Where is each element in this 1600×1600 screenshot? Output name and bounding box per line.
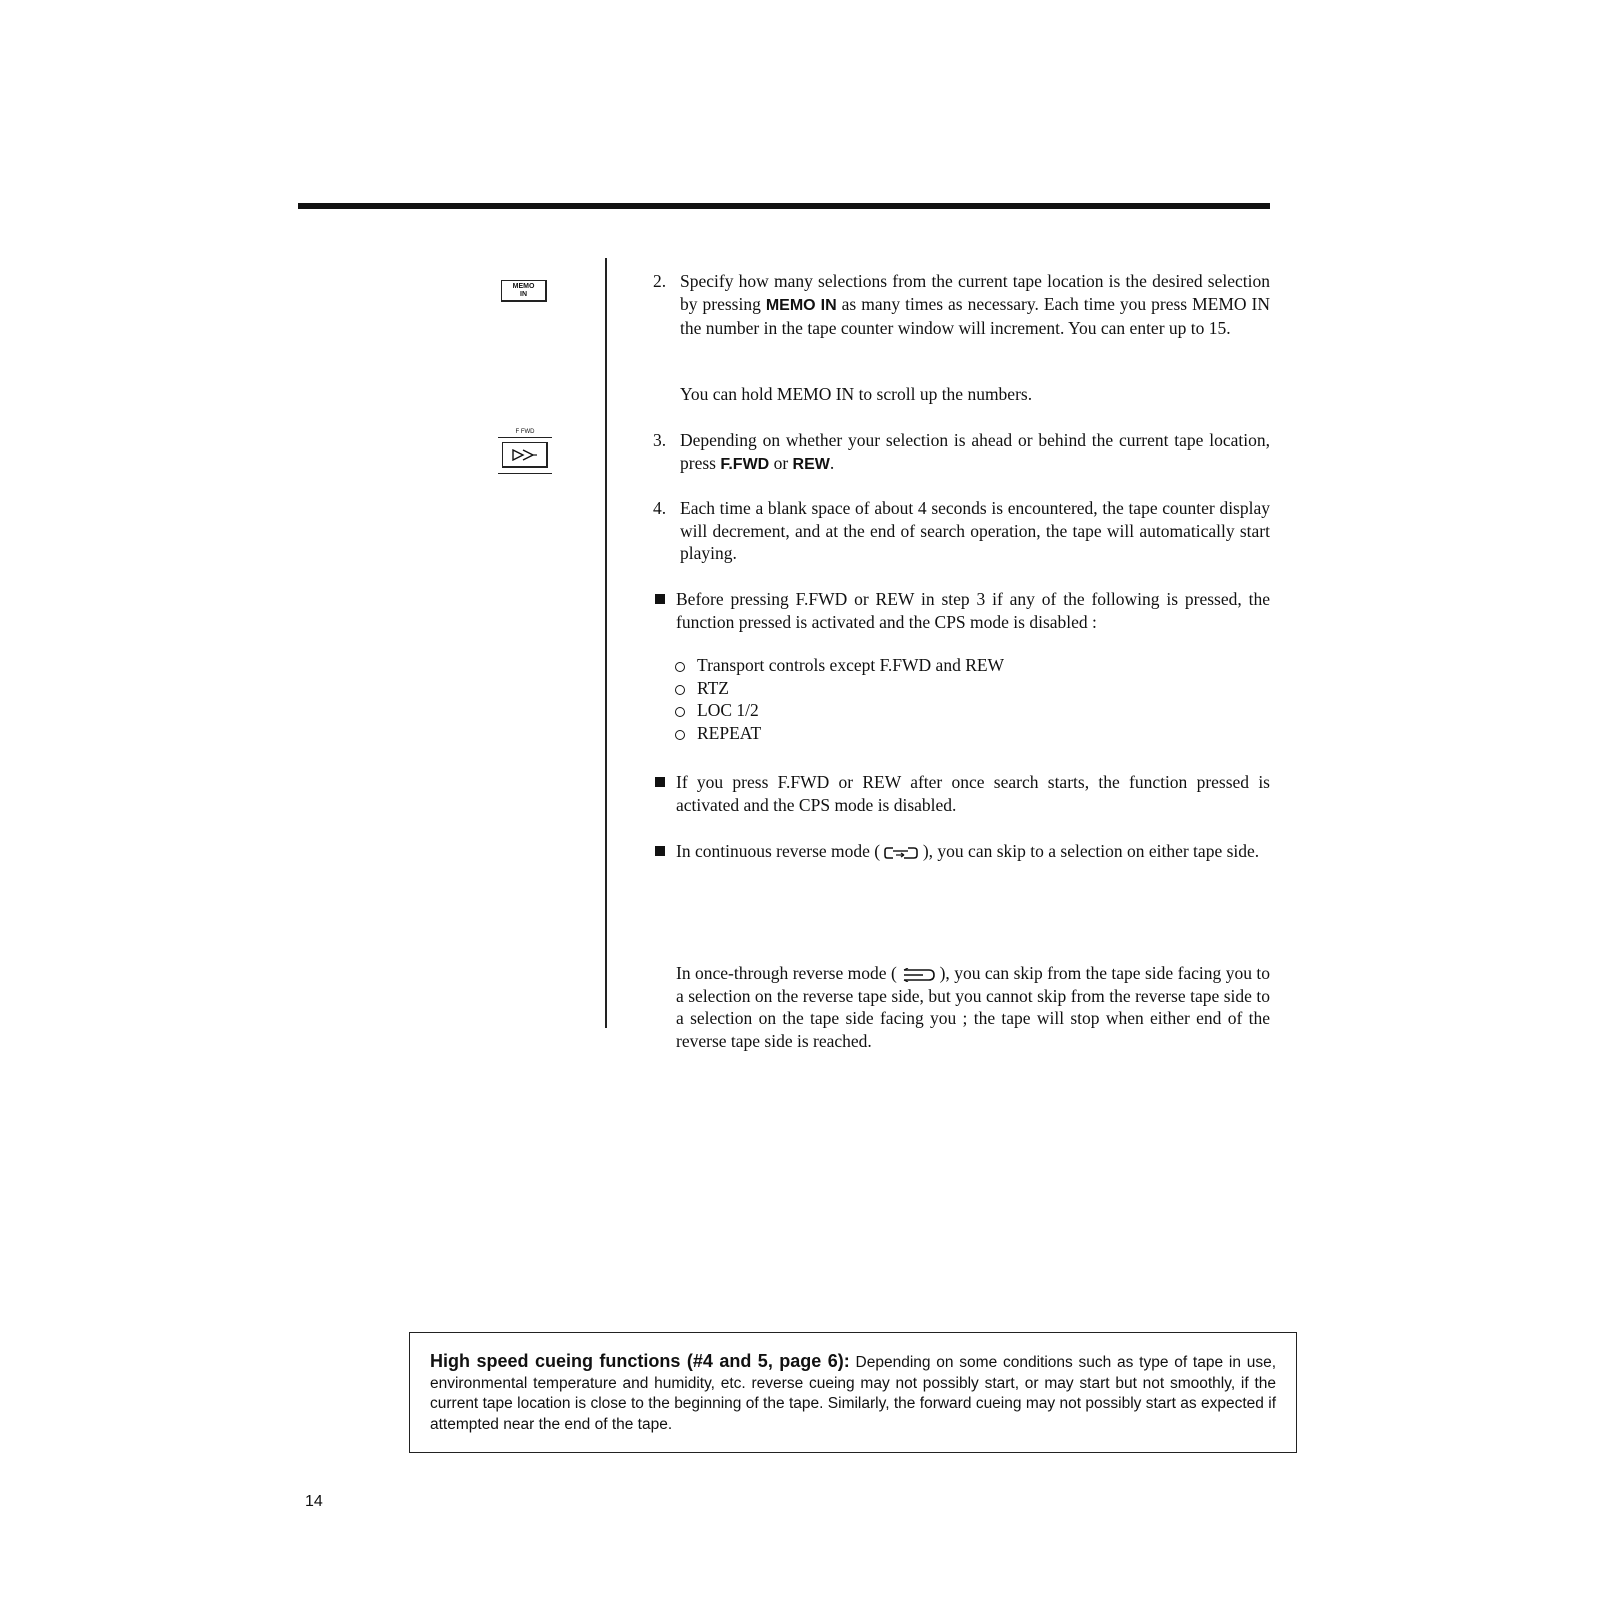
memo-in-label: MEMO bbox=[512, 283, 535, 290]
ffwd-top-line bbox=[498, 437, 552, 438]
sub-item-2: RTZ bbox=[697, 678, 730, 698]
memo-in-button-icon bbox=[501, 280, 547, 302]
sub-item-3: LOC 1/2 bbox=[697, 700, 759, 720]
fast-forward-button-icon bbox=[498, 428, 552, 474]
sub-item-4: REPEAT bbox=[697, 723, 762, 743]
step-3-bold-ffwd: F.FWD bbox=[720, 455, 770, 473]
bullet-circle-icon bbox=[675, 707, 685, 717]
bullet-square-icon bbox=[655, 594, 665, 604]
step-2-text bbox=[680, 270, 1270, 340]
step-3-text-a: Depending on whether your selection is ahead or behind the current tape location, press bbox=[680, 430, 1270, 473]
note-4-text-a: In once-through reverse mode ( bbox=[676, 963, 902, 983]
once-through-reverse-icon bbox=[901, 968, 935, 982]
step-2-text-b: as many times as necessary. Each time you press MEMO IN the number in the tape counter window will increment. You can enter up to 15. bbox=[680, 293, 1271, 338]
step-3-text bbox=[680, 429, 1270, 476]
note-2-text: If you press F.FWD or REW after once search starts, the function pressed is activated and the CPS mode is disabled. bbox=[676, 772, 1270, 815]
top-rule bbox=[298, 203, 1270, 209]
note-3-text bbox=[676, 840, 1270, 863]
step-3-text-b: or bbox=[769, 452, 793, 473]
page-number: 14 bbox=[305, 1493, 323, 1510]
step-3-bold-rew: REW bbox=[792, 455, 830, 473]
step-2-number: 2. bbox=[653, 271, 667, 291]
note-3-text-a: In continuous reverse mode ( bbox=[676, 841, 885, 861]
note-box-title: High speed cueing functions (#4 and 5, page 6): bbox=[430, 1351, 850, 1371]
double-arrow-icon bbox=[512, 449, 538, 461]
column-divider bbox=[605, 258, 607, 1028]
step-3-number: 3. bbox=[653, 430, 667, 450]
step-4-text: Each time a blank space of about 4 seconds is encountered, the tape counter display will decrement, and at the end of search operation, the tape will automatically start playing. bbox=[680, 498, 1270, 563]
note-4-text-b: ), you can skip from the tape side facing you to a selection on the reverse tape side, but you cannot skip from the reverse tape side to a selection on the tape side facing you ; the tape will stop when either end of the reverse tape side is reached. bbox=[676, 963, 1270, 1051]
note-box-body: Depending on some conditions such as type of tape in use, environmental temperature and humidity, etc. reverse cueing may not possibly start, or may start but not smoothly, if the current tape location is close to the beginning of the tape. Similarly, the forward cueing may not possibly start as expected if attempted near the end of the tape. bbox=[430, 1354, 1277, 1433]
step-2-extra: You can hold MEMO IN to scroll up the numbers. bbox=[680, 384, 1033, 404]
sub-item-1: Transport controls except F.FWD and REW bbox=[697, 655, 1005, 675]
bullet-square-icon bbox=[655, 777, 665, 787]
bullet-circle-icon bbox=[675, 662, 685, 672]
step-4-number: 4. bbox=[653, 498, 667, 518]
bullet-square-icon bbox=[655, 846, 665, 856]
note-4-text bbox=[676, 962, 1270, 1052]
continuous-reverse-icon bbox=[884, 846, 918, 860]
cueing-note-box bbox=[409, 1332, 1297, 1453]
ffwd-button-face bbox=[502, 442, 548, 468]
step-2-text-a: Specify how many selections from the current tape location is the desired selection by pressing bbox=[680, 271, 1270, 314]
ffwd-bottom-line bbox=[498, 473, 552, 474]
step-2-bold: MEMO IN bbox=[765, 296, 837, 314]
bullet-circle-icon bbox=[675, 730, 685, 740]
note-3-text-b: ), you can skip to a selection on either tape side. bbox=[918, 841, 1260, 861]
ffwd-label: F FWD bbox=[515, 429, 535, 435]
memo-in-label-2: IN bbox=[520, 291, 527, 298]
bullet-circle-icon bbox=[675, 685, 685, 695]
step-3-text-c: . bbox=[829, 452, 835, 473]
note-1-text: Before pressing F.FWD or REW in step 3 if any of the following is pressed, the function pressed is activated and the CPS mode is disabled : bbox=[676, 589, 1270, 632]
